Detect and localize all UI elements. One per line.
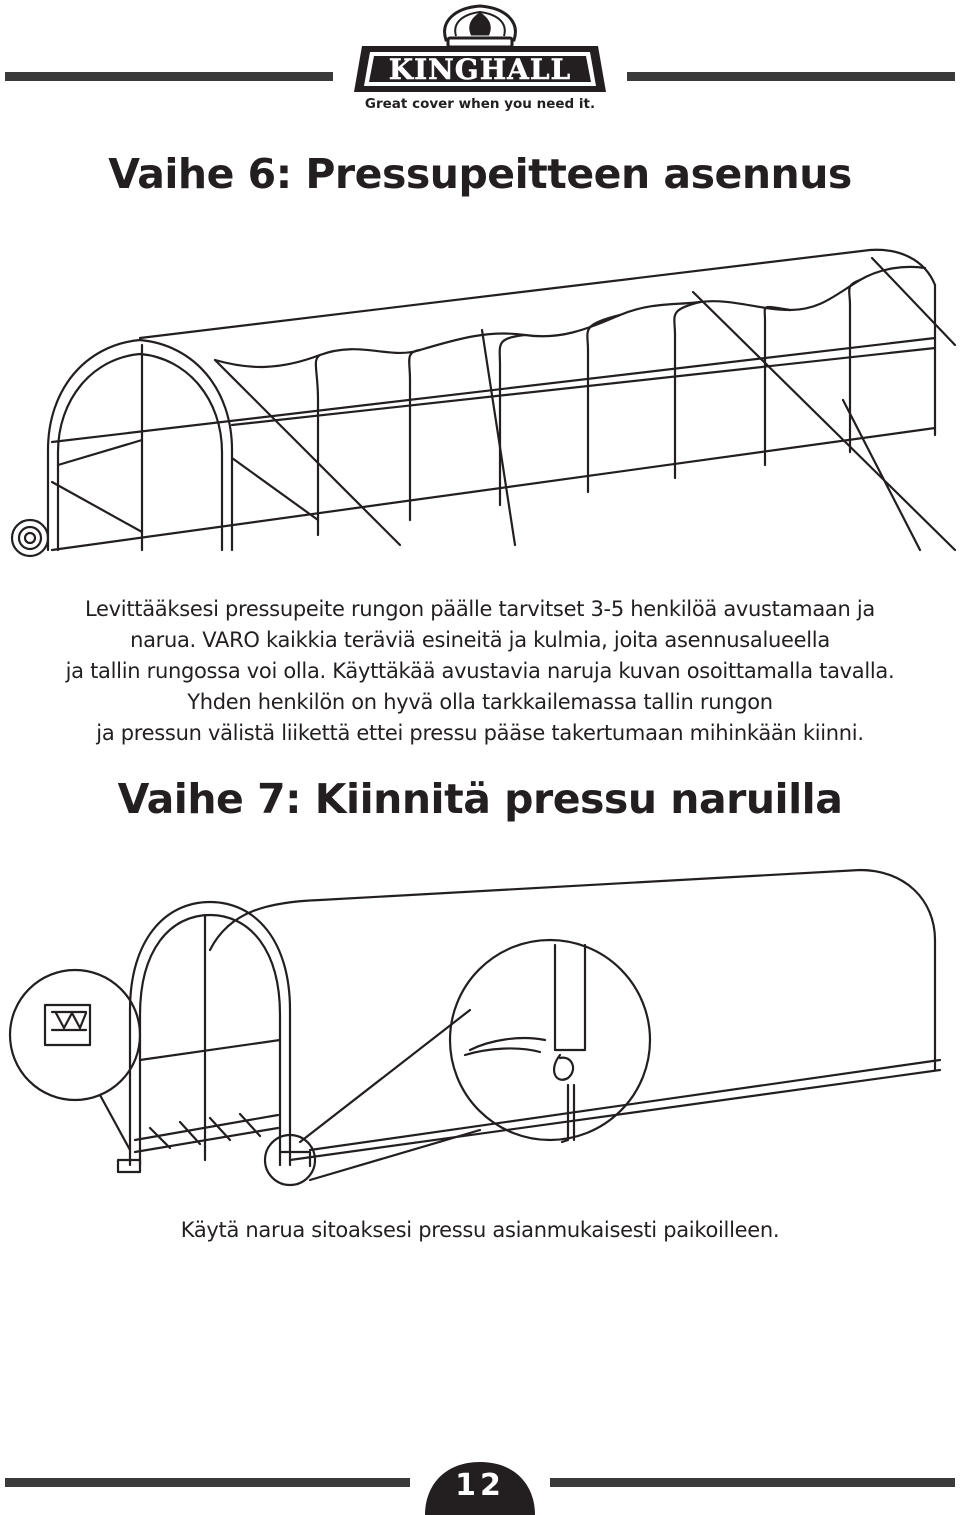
step7-title: Vaihe 7: Kiinnitä pressu naruilla <box>117 775 843 823</box>
step7-illustration <box>0 860 960 1200</box>
brand-tagline: Great cover when you need it. <box>364 96 596 112</box>
footer-rule-right <box>550 1478 955 1487</box>
step6-line-5: ja pressun välistä liikettä ettei pressu pääse takertumaan mihinkään kiinni. <box>96 721 864 745</box>
step6-instructions <box>0 594 960 749</box>
header-rule-left <box>5 72 333 81</box>
step6-line-4: Yhden henkilön on hyvä olla tarkkailemassa tallin rungon <box>187 690 773 714</box>
step6-line-2: narua. VARO kaikkia teräviä esineitä ja kulmia, joita asennusalueella <box>130 628 830 652</box>
page-number: 12 <box>455 1468 505 1503</box>
step6-line-1: Levittääksesi pressupeite rungon päälle tarvitset 3-5 henkilöä avustamaan ja <box>85 597 875 621</box>
footer-rule-left <box>5 1478 410 1487</box>
header-rule-right <box>627 72 955 81</box>
step6-illustration <box>0 220 960 560</box>
step7-caption: Käytä narua sitoaksesi pressu asianmukaisesti paikoilleen. <box>180 1218 780 1242</box>
crown-icon <box>445 6 516 47</box>
step6-line-3: ja tallin rungossa voi olla. Käyttäkää avustavia naruja kuvan osoittamalla tavalla. <box>65 659 895 683</box>
brand-wordmark: KINGHALL <box>388 53 572 86</box>
step6-title: Vaihe 6: Pressupeitteen asennus <box>108 150 852 198</box>
